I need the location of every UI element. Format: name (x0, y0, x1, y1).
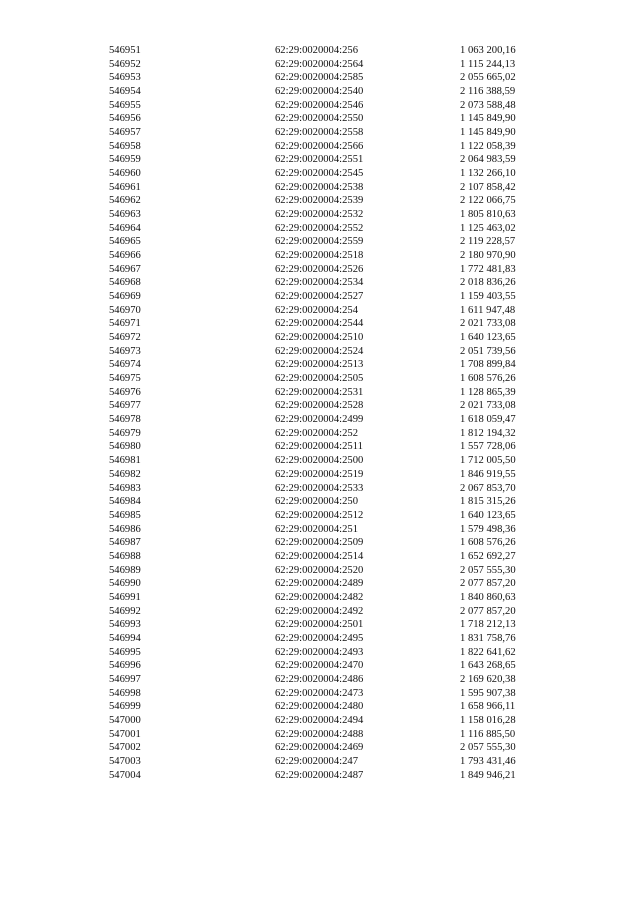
row-number: 546997 (109, 673, 141, 685)
cadastral-value: 2 180 970,90 (460, 250, 516, 262)
row-number: 546999 (109, 701, 141, 713)
row-number: 547003 (109, 755, 141, 767)
cadastral-value: 1 595 907,38 (460, 687, 516, 699)
cadastral-number: 62:29:0020004:2524 (275, 345, 364, 357)
table-row (109, 112, 545, 126)
row-number: 546954 (109, 86, 141, 98)
cadastral-value: 2 051 739,56 (460, 345, 516, 357)
row-number: 546986 (109, 523, 141, 535)
cadastral-number: 62:29:0020004:2514 (275, 550, 364, 562)
table-body (109, 44, 545, 782)
cadastral-value: 2 055 665,02 (460, 72, 516, 84)
row-number: 546979 (109, 427, 141, 439)
row-number: 546955 (109, 99, 141, 111)
cadastral-number: 62:29:0020004:2585 (275, 72, 364, 84)
cadastral-value: 1 608 576,26 (460, 373, 516, 385)
row-number: 546984 (109, 496, 141, 508)
cadastral-number: 62:29:0020004:2545 (275, 168, 364, 180)
table-row (109, 427, 545, 441)
cadastral-number: 62:29:0020004:2512 (275, 509, 364, 521)
cadastral-number: 62:29:0020004:2519 (275, 468, 364, 480)
row-number: 546966 (109, 250, 141, 262)
table-row (109, 208, 545, 222)
row-number: 546980 (109, 441, 141, 453)
table-row (109, 386, 545, 400)
cadastral-value: 1 115 244,13 (460, 58, 516, 70)
cadastral-number: 62:29:0020004:2528 (275, 400, 364, 412)
cadastral-number: 62:29:0020004:251 (275, 523, 358, 535)
cadastral-value: 1 805 810,63 (460, 209, 516, 221)
table-row (109, 550, 545, 564)
row-number: 546998 (109, 687, 141, 699)
cadastral-number: 62:29:0020004:2500 (275, 455, 364, 467)
table-row (109, 454, 545, 468)
cadastral-number: 62:29:0020004:2501 (275, 619, 364, 631)
row-number: 546981 (109, 455, 141, 467)
row-number: 546959 (109, 154, 141, 166)
row-number: 546993 (109, 619, 141, 631)
row-number: 546969 (109, 291, 141, 303)
table-row (109, 495, 545, 509)
cadastral-value: 1 815 315,26 (460, 496, 516, 508)
table-row (109, 755, 545, 769)
row-number: 546973 (109, 345, 141, 357)
cadastral-number: 62:29:0020004:2558 (275, 127, 364, 139)
table-row (109, 577, 545, 591)
cadastral-value: 1 840 860,63 (460, 591, 516, 603)
table-row (109, 235, 545, 249)
cadastral-value: 2 018 836,26 (460, 277, 516, 289)
cadastral-value: 2 119 228,57 (460, 236, 516, 248)
cadastral-value: 1 772 481,83 (460, 263, 516, 275)
cadastral-value: 1 846 919,55 (460, 468, 516, 480)
cadastral-number: 62:29:0020004:2552 (275, 222, 364, 234)
cadastral-number: 62:29:0020004:2480 (275, 701, 364, 713)
cadastral-value: 2 116 388,59 (460, 86, 516, 98)
cadastral-number: 62:29:0020004:2489 (275, 578, 364, 590)
row-number: 547001 (109, 728, 141, 740)
row-number: 546967 (109, 263, 141, 275)
cadastral-value: 1 640 123,65 (460, 332, 516, 344)
cadastral-number: 62:29:0020004:2513 (275, 359, 364, 371)
cadastral-number: 62:29:0020004:2566 (275, 140, 364, 152)
cadastral-value: 1 611 947,48 (460, 304, 516, 316)
row-number: 546962 (109, 195, 141, 207)
cadastral-value: 1 125 463,02 (460, 222, 516, 234)
cadastral-value: 2 057 555,30 (460, 564, 516, 576)
cadastral-number: 62:29:0020004:2495 (275, 632, 364, 644)
row-number: 546978 (109, 414, 141, 426)
cadastral-value: 1 849 946,21 (460, 769, 516, 781)
table-row (109, 468, 545, 482)
row-number: 546996 (109, 660, 141, 672)
table-row (109, 71, 545, 85)
table-row (109, 687, 545, 701)
cadastral-number: 62:29:0020004:2518 (275, 250, 364, 262)
cadastral-value: 1 116 885,50 (460, 728, 516, 740)
row-number: 546960 (109, 168, 141, 180)
cadastral-value: 1 708 899,84 (460, 359, 516, 371)
cadastral-number: 62:29:0020004:254 (275, 304, 358, 316)
cadastral-value: 1 793 431,46 (460, 755, 516, 767)
cadastral-value: 1 145 849,90 (460, 127, 516, 139)
row-number: 546989 (109, 564, 141, 576)
cadastral-value: 1 822 641,62 (460, 646, 516, 658)
table-row (109, 741, 545, 755)
cadastral-value: 2 064 983,59 (460, 154, 516, 166)
cadastral-value: 1 608 576,26 (460, 537, 516, 549)
table-row (109, 99, 545, 113)
cadastral-value: 1 658 966,11 (460, 701, 516, 713)
cadastral-number: 62:29:0020004:2531 (275, 386, 364, 398)
table-row (109, 646, 545, 660)
row-number: 546995 (109, 646, 141, 658)
cadastral-value: 1 063 200,16 (460, 45, 516, 56)
cadastral-number: 62:29:0020004:2486 (275, 673, 364, 685)
cadastral-value: 1 557 728,06 (460, 441, 516, 453)
row-number: 546956 (109, 113, 141, 125)
cadastral-number: 62:29:0020004:2564 (275, 58, 364, 70)
cadastral-number: 62:29:0020004:2499 (275, 414, 364, 426)
row-number: 546987 (109, 537, 141, 549)
row-number: 546961 (109, 181, 141, 193)
cadastral-number: 62:29:0020004:2551 (275, 154, 364, 166)
cadastral-number: 62:29:0020004:2544 (275, 318, 364, 330)
cadastral-value: 1 718 212,13 (460, 619, 516, 631)
table-row (109, 290, 545, 304)
cadastral-number: 62:29:0020004:2469 (275, 742, 364, 754)
table-row (109, 167, 545, 181)
cadastral-number: 62:29:0020004:2533 (275, 482, 364, 494)
row-number: 546964 (109, 222, 141, 234)
row-number: 547000 (109, 714, 141, 726)
cadastral-number: 62:29:0020004:247 (275, 755, 358, 767)
cadastral-value: 2 057 555,30 (460, 742, 516, 754)
row-number: 546983 (109, 482, 141, 494)
cadastral-number: 62:29:0020004:2559 (275, 236, 364, 248)
row-number: 546991 (109, 591, 141, 603)
table-row (109, 769, 545, 783)
cadastral-number: 62:29:0020004:2527 (275, 291, 364, 303)
cadastral-value: 1 132 266,10 (460, 168, 516, 180)
table-row (109, 153, 545, 167)
cadastral-value: 1 122 058,39 (460, 140, 516, 152)
row-number: 546971 (109, 318, 141, 330)
table-row (109, 536, 545, 550)
row-number: 546972 (109, 332, 141, 344)
cadastral-value: 1 643 268,65 (460, 660, 516, 672)
row-number: 546957 (109, 127, 141, 139)
table-row (109, 372, 545, 386)
cadastral-number: 62:29:0020004:2511 (275, 441, 363, 453)
table-row (109, 399, 545, 413)
cadastral-value: 1 158 016,28 (460, 714, 516, 726)
cadastral-value: 2 107 858,42 (460, 181, 516, 193)
cadastral-value: 2 021 733,08 (460, 318, 516, 330)
cadastral-value-table (109, 44, 545, 782)
table-row (109, 700, 545, 714)
cadastral-value: 1 812 194,32 (460, 427, 516, 439)
table-row (109, 523, 545, 537)
cadastral-value: 1 831 758,76 (460, 632, 516, 644)
cadastral-number: 62:29:0020004:2505 (275, 373, 364, 385)
row-number: 546965 (109, 236, 141, 248)
table-row (109, 618, 545, 632)
cadastral-value: 2 169 620,38 (460, 673, 516, 685)
table-row (109, 632, 545, 646)
table-row (109, 413, 545, 427)
cadastral-value: 2 073 588,48 (460, 99, 516, 111)
cadastral-number: 62:29:0020004:2470 (275, 660, 364, 672)
row-number: 546951 (109, 45, 141, 56)
cadastral-number: 62:29:0020004:256 (275, 45, 358, 56)
table-row (109, 249, 545, 263)
row-number: 546976 (109, 386, 141, 398)
cadastral-number: 62:29:0020004:2509 (275, 537, 364, 549)
table-row (109, 222, 545, 236)
row-number: 546970 (109, 304, 141, 316)
cadastral-number: 62:29:0020004:252 (275, 427, 358, 439)
table-row (109, 140, 545, 154)
row-number: 546975 (109, 373, 141, 385)
cadastral-value: 2 077 857,20 (460, 605, 516, 617)
row-number: 546982 (109, 468, 141, 480)
row-number: 547002 (109, 742, 141, 754)
row-number: 546953 (109, 72, 141, 84)
cadastral-number: 62:29:0020004:2540 (275, 86, 364, 98)
table-row (109, 482, 545, 496)
cadastral-value: 1 145 849,90 (460, 113, 516, 125)
cadastral-number: 62:29:0020004:2534 (275, 277, 364, 289)
cadastral-number: 62:29:0020004:250 (275, 496, 358, 508)
cadastral-number: 62:29:0020004:2473 (275, 687, 364, 699)
table-row (109, 440, 545, 454)
cadastral-number: 62:29:0020004:2520 (275, 564, 364, 576)
cadastral-value: 2 122 066,75 (460, 195, 516, 207)
cadastral-number: 62:29:0020004:2526 (275, 263, 364, 275)
cadastral-number: 62:29:0020004:2492 (275, 605, 364, 617)
table-row (109, 331, 545, 345)
table-row (109, 85, 545, 99)
cadastral-number: 62:29:0020004:2546 (275, 99, 364, 111)
row-number: 546963 (109, 209, 141, 221)
cadastral-number: 62:29:0020004:2538 (275, 181, 364, 193)
cadastral-number: 62:29:0020004:2510 (275, 332, 364, 344)
cadastral-value: 1 128 865,39 (460, 386, 516, 398)
cadastral-value: 1 712 005,50 (460, 455, 516, 467)
cadastral-value: 1 640 123,65 (460, 509, 516, 521)
table-row (109, 673, 545, 687)
row-number: 546974 (109, 359, 141, 371)
table-row (109, 317, 545, 331)
cadastral-number: 62:29:0020004:2539 (275, 195, 364, 207)
cadastral-number: 62:29:0020004:2493 (275, 646, 364, 658)
cadastral-value: 1 159 403,55 (460, 291, 516, 303)
row-number: 546992 (109, 605, 141, 617)
table-row (109, 509, 545, 523)
cadastral-number: 62:29:0020004:2494 (275, 714, 364, 726)
cadastral-value: 1 579 498,36 (460, 523, 516, 535)
row-number: 546985 (109, 509, 141, 521)
table-row (109, 304, 545, 318)
table-row (109, 591, 545, 605)
row-number: 546990 (109, 578, 141, 590)
table-row (109, 181, 545, 195)
table-row (109, 564, 545, 578)
table-row (109, 605, 545, 619)
cadastral-number: 62:29:0020004:2482 (275, 591, 364, 603)
table-row (109, 276, 545, 290)
row-number: 546968 (109, 277, 141, 289)
table-row (109, 194, 545, 208)
cadastral-value: 1 618 059,47 (460, 414, 516, 426)
table-row (109, 358, 545, 372)
cadastral-number: 62:29:0020004:2487 (275, 769, 364, 781)
table-row (109, 659, 545, 673)
table-row (109, 44, 545, 58)
table-row (109, 345, 545, 359)
table-row (109, 728, 545, 742)
row-number: 546994 (109, 632, 141, 644)
cadastral-value: 1 652 692,27 (460, 550, 516, 562)
cadastral-number: 62:29:0020004:2488 (275, 728, 364, 740)
row-number: 546988 (109, 550, 141, 562)
table-row (109, 263, 545, 277)
row-number: 547004 (109, 769, 141, 781)
cadastral-number: 62:29:0020004:2550 (275, 113, 364, 125)
cadastral-value: 2 021 733,08 (460, 400, 516, 412)
table-row (109, 714, 545, 728)
row-number: 546952 (109, 58, 141, 70)
table-row (109, 58, 545, 72)
cadastral-value: 2 077 857,20 (460, 578, 516, 590)
cadastral-number: 62:29:0020004:2532 (275, 209, 364, 221)
row-number: 546958 (109, 140, 141, 152)
row-number: 546977 (109, 400, 141, 412)
cadastral-value: 2 067 853,70 (460, 482, 516, 494)
table-row (109, 126, 545, 140)
